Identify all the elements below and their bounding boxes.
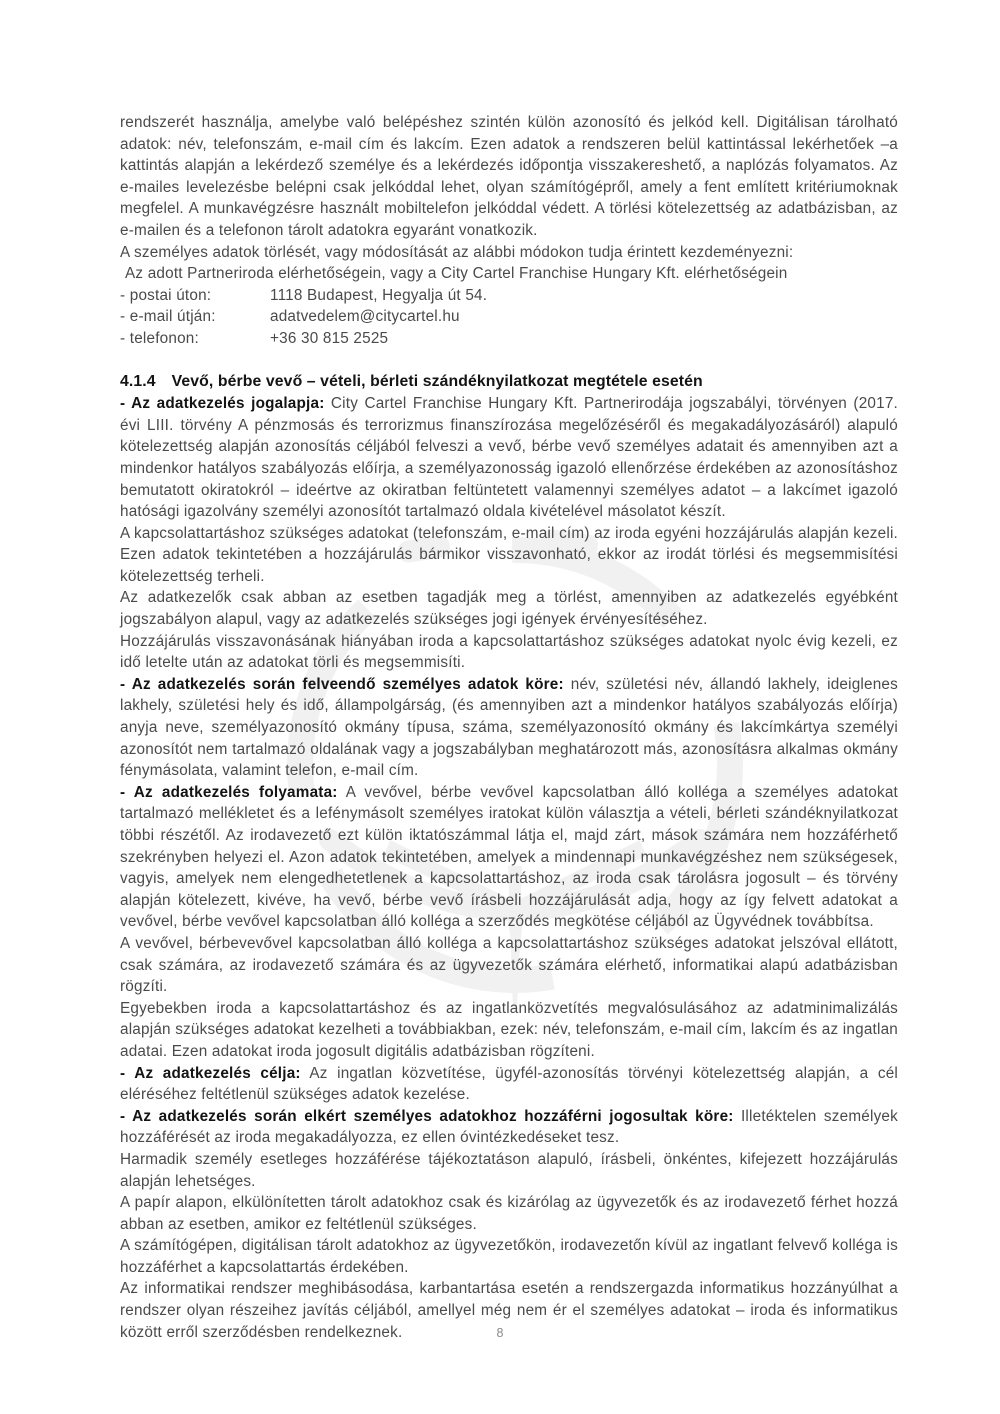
- paragraph: - Az adatkezelés során elkért személyes adatokhoz hozzáférni jogosultak köre: Illetéktelen személyek hozzáférését az iroda megakadályozza, ez ellen óvintézkedéseket tesz.: [120, 1107, 898, 1147]
- paragraph: A vevővel, bérbevevővel kapcsolatban álló kolléga a kapcsolattartáshoz szükséges adatokat jelszóval ellátott, csak számára, az irodavezető számára és az ügyvezetők számára elérhető, informatikai alapú adatbázisban rögzíti.: [120, 934, 898, 996]
- paragraph: Hozzájárulás visszavonásának hiányában iroda a kapcsolattartáshoz szükséges adatokat nyolc évig kezeli, ez idő letelte után az adatokat törli és megsemmisíti.: [120, 632, 898, 672]
- contact-label-email: - e-mail útján:: [120, 308, 216, 326]
- paragraph-bold-lead: - Az adatkezelés során felveendő személyes adatok köre:: [120, 675, 564, 693]
- paragraph: - Az adatkezelés célja: Az ingatlan közvetítése, ügyfél-azonosítás törvényi kötelezettség alapján, a cél eléréséhez feltétlenül szükséges adatok kezelése.: [120, 1064, 899, 1104]
- paragraph: Az informatikai rendszer meghibásodása, karbantartása esetén a rendszergazda informatikus hozzányúlhat a rendszer olyan részeihez javítás céljából, amellyel még nem ér el személyes adatokat – iroda és informatikus között erről szerződésben rendelkeznek.: [120, 1280, 898, 1341]
- intro-paragraph: rendszerét használja, amelybe való belépéshez szintén külön azonosító és jelkód kell. Digitálisan tárolható adatok: név, telefonszám, e-mail cím és lakcím. Ezen adatok a rendszeren belül kattintással lekérhetőek –a kattintás alapján a lekérdező személye és a lekérdezés időpontja visszakereshető, a naplózás folyamatos. Az e-mailes levelezésbe belépni csak jelkóddal lehet, olyan számítógépről, amely a fent említett kritériumoknak megfelel. A munkavégzésre használt mobiltelefon jelkóddal védett. A törlési kötelezettség az adatbázisban, az e-mailen és a telefonon tárolt adatokra egyaránt vonatkozik.: [120, 114, 898, 239]
- contact-row-email: [120, 306, 898, 328]
- section-paragraphs: [120, 393, 898, 1343]
- contact-row-phone: [120, 328, 898, 350]
- paragraph-bold-lead: - Az adatkezelés folyamata:: [120, 783, 338, 801]
- page-body: [120, 112, 898, 1343]
- contact-value-email-address: adatvedelem@citycartel.hu: [270, 308, 460, 326]
- paragraph: Az adatkezelők csak abban az esetben tagadják meg a törlést, amennyiben az adatkezelés egyébként jogszabályon alapul, vagy az adatkezelés szükséges jogi igények érvényesítéséhez.: [120, 589, 898, 629]
- page-number: 8: [496, 1326, 504, 1340]
- contact-value-postal-address: 1118 Budapest, Hegyalja út 54.: [270, 286, 488, 304]
- paragraph: A papír alapon, elkülönítetten tárolt adatokhoz csak és kizárólag az ügyvezetők és az irodavezető férhet hozzá abban az esetben, amikor ez feltétlenül szükséges.: [120, 1194, 898, 1233]
- paragraph-bold-lead: - Az adatkezelés célja:: [120, 1064, 301, 1082]
- paragraph-bold-lead: - Az adatkezelés során elkért személyes adatokhoz hozzáférni jogosultak köre:: [120, 1107, 734, 1125]
- section-heading: [120, 371, 898, 393]
- contact-value-phone-number: +36 30 815 2525: [270, 329, 389, 347]
- paragraph: - Az adatkezelés folyamata: A vevővel, bérbe vevővel kapcsolatban álló kolléga a személyes adatokat tartalmazó mellékletet és a lefénymásolt személyes iratokat külön választja a vételi, bérleti szándéknyilatkozat többi részétől. Az irodavezető ezt külön iktatószámmal látja el, majd zárt, mások számára nem hozzáférhető szekrényben helyezi el. Azon adatok tekintetében, amelyek a mindennapi munkavégzéshez nem szükségesek, vagyis, amelyek nem elengedhetetlenek a kapcsolattartáshoz, az iroda csak tárolásra jogosult – és törvény alapján kötelezett, kivéve, ha vevő, bérbe vevő írásbeli hozzájárulását adja, hogy az így felvett adatokat a vevővel, bérbe vevővel kapcsolatban álló kolléga a szerződés megkötése céljából az Ügyvédnek továbbítsa.: [120, 783, 898, 931]
- paragraph: Harmadik személy esetleges hozzáférése tájékoztatáson alapuló, írásbeli, önkéntes, kifejezett hozzájárulás alapján lehetséges.: [120, 1150, 898, 1190]
- paragraph: A kapcsolattartáshoz szükséges adatokat (telefonszám, e-mail cím) az iroda egyéni hozzájárulás alapján kezeli. Ezen adatok tekintetében a hozzájárulás bármikor visszavonható, ekkor az irodát törlési és megsemmisítési kötelezettség terheli.: [120, 524, 898, 585]
- paragraph: - Az adatkezelés jogalapja: City Cartel Franchise Hungary Kft. Partnerirodája jogszabályi, törvényen (2017. évi LIII. törvény A pénzmosás és terrorizmus finanszírozása megelőzéséről és megakadályozásáról) alapuló kötelezettség alapján azonosítás céljából felveszi a vevő, bérbe vevő személyes adatait és amennyiben azt a mindenkor hatályos szabályozás előírja, a személyazonosság igazoló ellenőrzése érdekében az azonosításhoz bemutatott okiratokról – ideértve az okiratban feltüntetett valamennyi személyes adatot – a lakcímet igazoló hatósági igazolvány személyi azonosítót tartalmazó oldala kivételével másolatot készít.: [120, 395, 898, 521]
- contact-label-phone: - telefonon:: [120, 329, 199, 347]
- section-number: 4.1.4: [120, 372, 156, 390]
- paragraph: Egyebekben iroda a kapcsolattartáshoz és az ingatlanközvetítés megvalósulásához az adatminimalizálás alapján szükséges adatokat kezelheti a továbbiakban, ezek: név, telefonszám, e-mail cím, lakcím és az ingatlan adatai. Ezen adatokat iroda jogosult digitális adatbázisban rögzíteni.: [120, 999, 898, 1060]
- paragraph-bold-lead: - Az adatkezelés jogalapja:: [120, 395, 325, 413]
- paragraph: A számítógépen, digitálisan tárolt adatokhoz az ügyvezetőkön, irodavezetőn kívül az ingatlant felvevő kolléga is hozzáférhet a kapcsolattartás érdekében.: [120, 1237, 898, 1276]
- contact-row-postal: [120, 285, 898, 307]
- section-title: Vevő, bérbe vevő – vételi, bérleti szándéknyilatkozat megtétele esetén: [171, 372, 703, 390]
- contact-intro: Az adott Partneriroda elérhetőségein, vagy a City Cartel Franchise Hungary Kft. elérhetőségein: [125, 265, 788, 283]
- contact-label-postal: - postai úton:: [120, 286, 212, 304]
- paragraph: - Az adatkezelés során felveendő személyes adatok köre: név, születési név, állandó lakhely, ideiglenes lakhely, születési hely és idő, állampolgárság, (és amennyiben azt a mindenkor hatályos szabályozás előírja) anyja neve, személyazonosító okmány típusa, száma, személyazonosító okmány és lakcímkártya személyi azonosítót nem tartalmazó oldalának vagy a jogszabályban meghatározott más, azonosításra alkalmas okmány fénymásolata, valamint telefon, e-mail cím.: [120, 675, 898, 780]
- deletion-notice: A személyes adatok törlését, vagy módosítását az alábbi módokon tudja érintett kezdeményezni:: [120, 243, 794, 261]
